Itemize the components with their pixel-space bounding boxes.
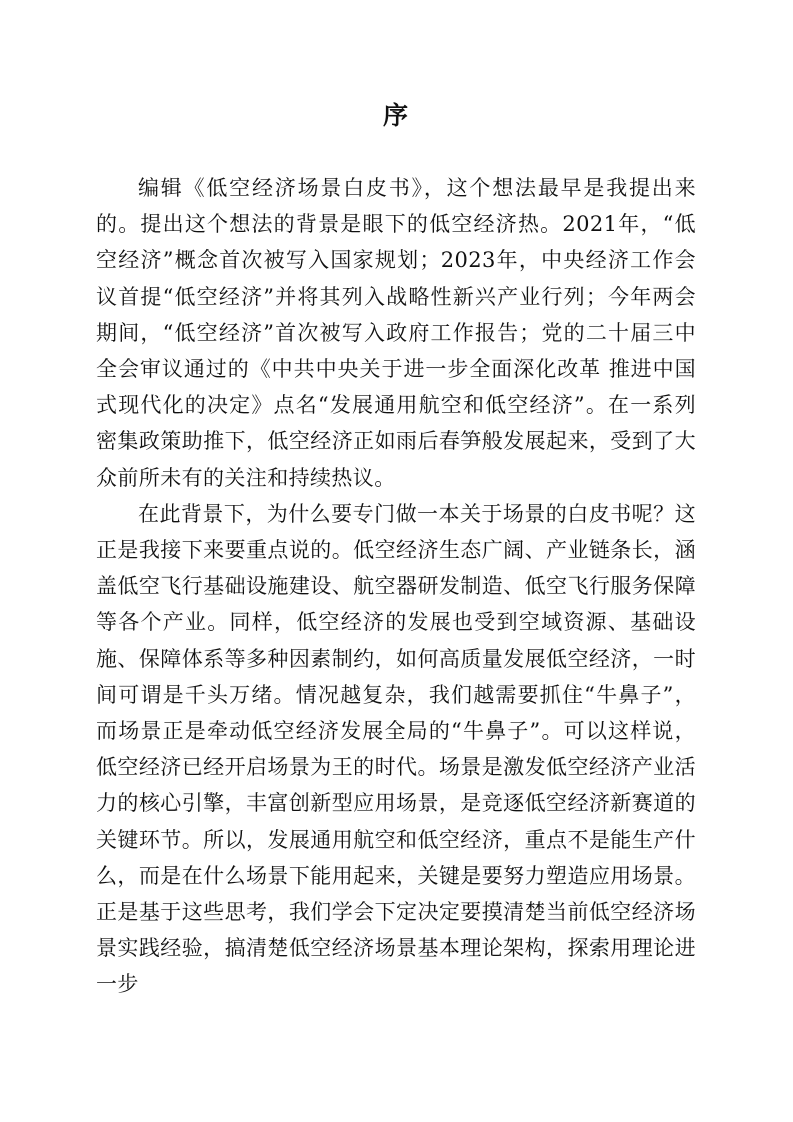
document-body bbox=[96, 170, 696, 1003]
paragraph-1: 编辑《低空经济场景白皮书》，这个想法最早是我提出来的。提出这个想法的背景是眼下的低空经济热。2021年，“低空经济”概念首次被写入国家规划；2023年，中央经济工作会议首提“低空经济”并将其列入战略性新兴产业行列；今年两会期间，“低空经济”首次被写入政府工作报告；党的二十届三中全会审议通过的《中共中央关于进一步全面深化改革 推进中国式现代化的决定》点名“发展通用航空和低空经济”。在一系列密集政策助推下，低空经济正如雨后春笋般发展起来，受到了大众前所未有的关注和持续热议。 bbox=[96, 176, 696, 490]
paragraph-2: 在此背景下，为什么要专门做一本关于场景的白皮书呢？这正是我接下来要重点说的。低空经济生态广阔、产业链条长，涵盖低空飞行基础设施建设、航空器研发制造、低空飞行服务保障等各个产业。同样，低空经济的发展也受到空域资源、基础设施、保障体系等多种因素制约，如何高质量发展低空经济，一时间可谓是千头万绪。情况越复杂，我们越需要抓住“牛鼻子”，而场景正是牵动低空经济发展全局的“牛鼻子”。可以这样说，低空经济已经开启场景为王的时代。场景是激发低空经济产业活力的核心引擎，丰富创新型应用场景，是竞逐低空经济新赛道的关键环节。所以，发展通用航空和低空经济，重点不是能生产什么，而是在什么场景下能用起来，关键是要努力塑造应用场景。正是基于这些思考，我们学会下定决定要摸清楚当前低空经济场景实践经验，搞清楚低空经济场景基本理论架构，探索用理论进一步 bbox=[96, 501, 696, 997]
page-title: 序 bbox=[382, 101, 410, 130]
